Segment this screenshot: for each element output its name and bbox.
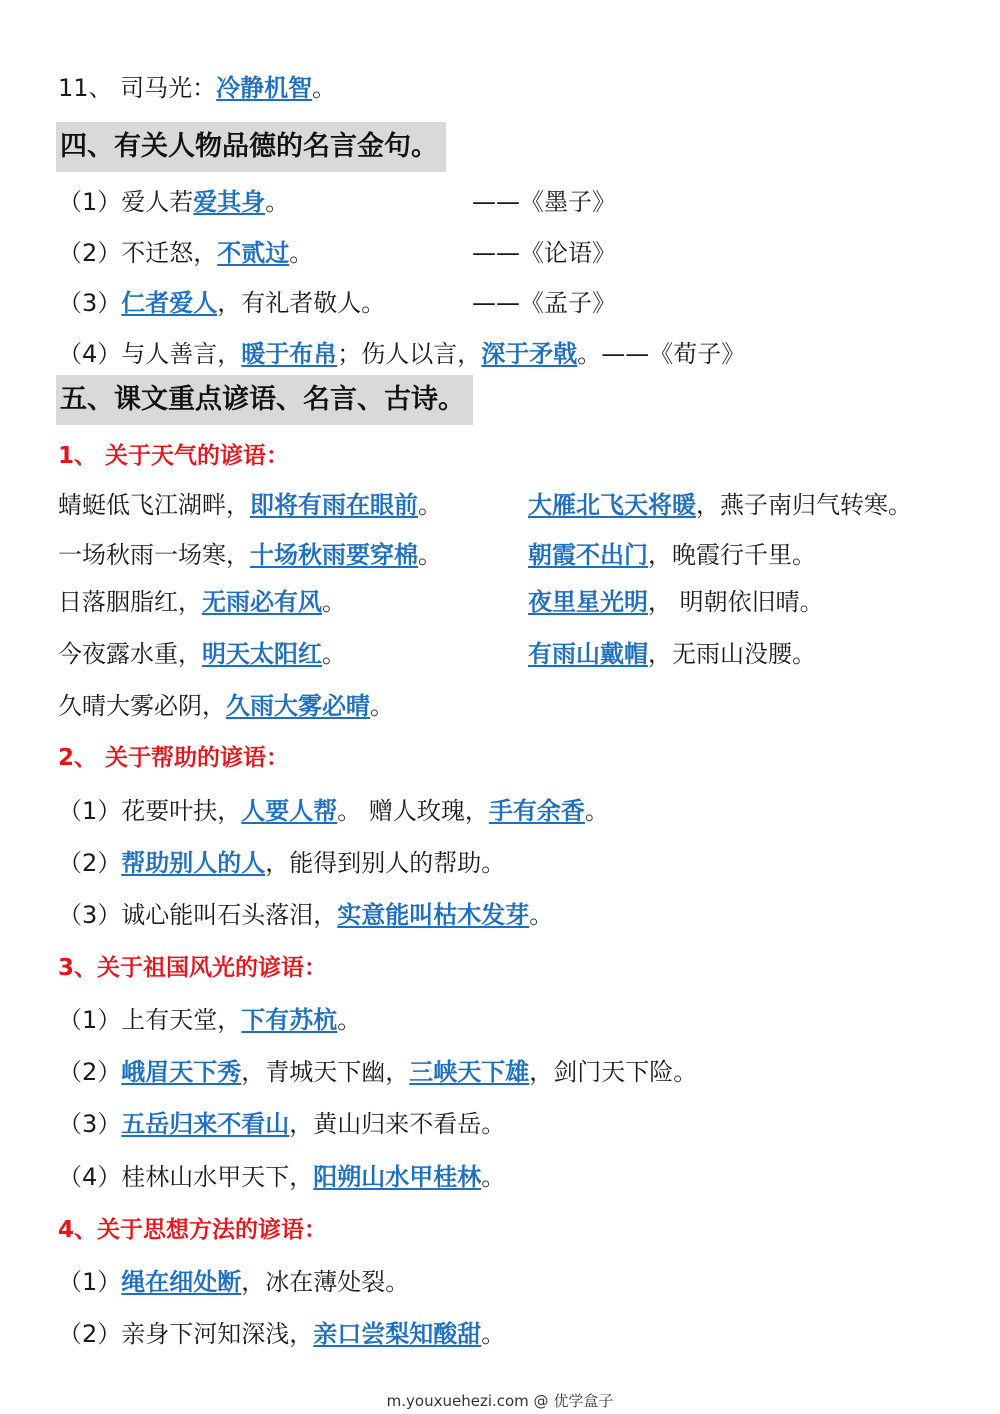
answer: 十场秋雨要穿棉	[250, 541, 418, 569]
answer: 即将有雨在眼前	[250, 491, 418, 519]
answer: 冷静机智	[216, 74, 313, 102]
answer: 帮助别人的人	[121, 849, 266, 877]
answer: 深于矛戟	[481, 340, 578, 368]
section-5-heading: 五、课文重点谚语、名言、古诗。	[56, 375, 473, 425]
quote-4: （4）与人善言，暖于布帛；伤人以言，深于矛戟。——《荀子》	[58, 340, 746, 368]
weather-row-3-left: 日落胭脂红，无雨必有风。	[58, 588, 346, 616]
answer: 朝霞不出门	[528, 541, 648, 569]
thinking-2: （2）亲身下河知深浅，亲口尝梨知酸甜。	[58, 1320, 506, 1348]
answer: 峨眉天下秀	[121, 1058, 242, 1086]
quote-2-source: ——《论语》	[472, 239, 616, 267]
quote-1-source: ——《墨子》	[472, 188, 616, 216]
weather-row-1-right: 大雁北飞天将暖，燕子南归气转寒。	[528, 491, 912, 519]
answer: 久雨大雾必晴	[226, 692, 370, 720]
quote-3-source: ——《孟子》	[472, 289, 616, 317]
item-11: 11、 司马光：冷静机智。	[58, 74, 337, 102]
quote-2: （2）不迁怒，不贰过。	[58, 239, 314, 267]
answer: 夜里星光明	[528, 588, 648, 616]
answer: 无雨必有风	[202, 588, 322, 616]
answer: 人要人帮	[241, 797, 338, 825]
answer: 爱其身	[193, 188, 266, 216]
scenery-1: （1）上有天堂，下有苏杭。	[58, 1006, 362, 1034]
scenery-2: （2）峨眉天下秀，青城天下幽，三峡天下雄，剑门天下险。	[58, 1058, 698, 1086]
footer-watermark: m.youxuehezi.com @ 优学盒子	[386, 1392, 614, 1410]
answer: 有雨山戴帽	[528, 640, 648, 668]
answer: 五岳归来不看山	[121, 1110, 290, 1138]
answer: 手有余香	[488, 797, 585, 825]
scenery-3: （3）五岳归来不看山，黄山归来不看岳。	[58, 1110, 506, 1138]
weather-row-2-right: 朝霞不出门，晚霞行千里。	[528, 541, 816, 569]
weather-row-3-right: 夜里星光明， 明朝依旧晴。	[528, 588, 824, 616]
answer: 绳在细处断	[121, 1268, 242, 1296]
subheading-thinking: 4、关于思想方法的谚语：	[58, 1217, 328, 1243]
help-1: （1）花要叶扶，人要人帮。 赠人玫瑰，手有余香。	[58, 797, 609, 825]
answer: 大雁北飞天将暖	[528, 491, 696, 519]
weather-row-4-right: 有雨山戴帽，无雨山没腰。	[528, 640, 816, 668]
weather-row-5-left: 久晴大雾必阴，久雨大雾必晴。	[58, 692, 394, 720]
quote-3: （3）仁者爱人，有礼者敬人。	[58, 289, 386, 317]
weather-row-1-left: 蜻蜓低飞江湖畔，即将有雨在眼前。	[58, 491, 442, 519]
section-4-heading: 四、有关人物品德的名言金句。	[56, 122, 446, 172]
answer: 阳朔山水甲桂林	[313, 1163, 482, 1191]
quote-1: （1）爱人若爱其身。	[58, 188, 290, 216]
answer: 明天太阳红	[202, 640, 322, 668]
answer: 亲口尝梨知酸甜	[313, 1320, 482, 1348]
answer: 下有苏杭	[241, 1006, 338, 1034]
weather-row-2-left: 一场秋雨一场寒，十场秋雨要穿棉。	[58, 541, 442, 569]
subheading-help: 2、 关于帮助的谚语：	[58, 745, 290, 771]
answer: 不贰过	[217, 239, 290, 267]
scenery-4: （4）桂林山水甲天下，阳朔山水甲桂林。	[58, 1163, 506, 1191]
subheading-scenery: 3、关于祖国风光的谚语：	[58, 955, 328, 981]
answer: 暖于布帛	[241, 340, 338, 368]
help-3: （3）诚心能叫石头落泪，实意能叫枯木发芽。	[58, 901, 554, 929]
thinking-1: （1）绳在细处断，冰在薄处裂。	[58, 1268, 410, 1296]
answer: 仁者爱人	[121, 289, 218, 317]
answer: 实意能叫枯木发芽	[337, 901, 530, 929]
answer: 三峡天下雄	[409, 1058, 530, 1086]
subheading-weather: 1、 关于天气的谚语：	[58, 443, 290, 469]
help-2: （2）帮助别人的人，能得到别人的帮助。	[58, 849, 506, 877]
weather-row-4-left: 今夜露水重，明天太阳红。	[58, 640, 346, 668]
